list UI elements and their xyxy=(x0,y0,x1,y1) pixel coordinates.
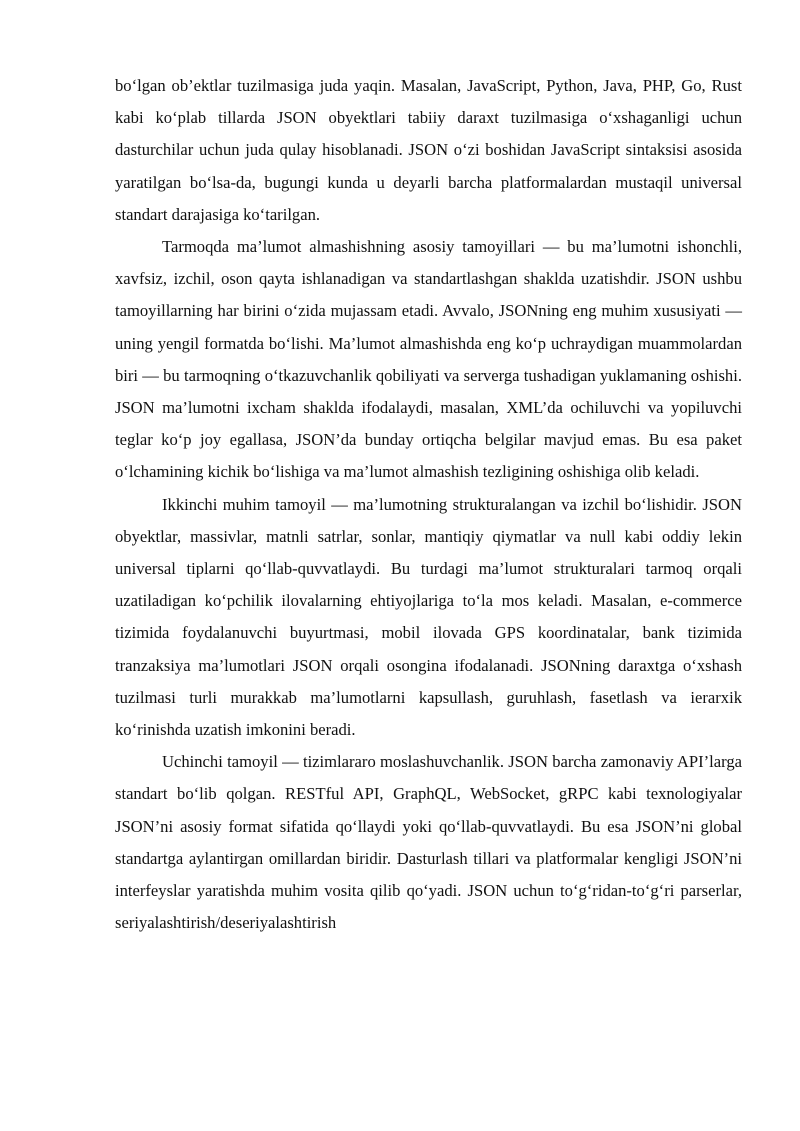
paragraph-second-principle: Ikkinchi muhim tamoyil — ma’lumotning strukturalangan va izchil bo‘lishidir. JSON obyektlar, massivlar, matnli satrlar, sonlar, mantiqiy qiymatlar va null kabi oddiy lekin universal tiplarni qo‘llab-quvvatlaydi. Bu turdagi ma’lumot strukturalari tarmoq orqali uzatiladigan ko‘pchilik ilovalarning ehtiyojlariga to‘la mos keladi. Masalan, e-commerce tizimida foydalanuvchi buyurtmasi, mobil ilovada GPS koordinatalar, bank tizimida tranzaksiya ma’lumotlari JSON orqali osongina ifodalanadi. JSONning daraxtga o‘xshash tuzilmasi turli murakkab ma’lumotlarni kapsullash, guruhlash, fasetlash va ierarxik ko‘rinishda uzatish imkonini beradi. xyxy=(115,494,742,740)
paragraph-principles: Tarmoqda ma’lumot almashishning asosiy tamoyillari — bu ma’lumotni ishonchli, xavfsiz, izchil, oson qayta ishlanadigan va standartlashgan shaklda uzatishdir. JSON ushbu tamoyillarning har birini o‘zida mujassam etadi. Avvalo, JSONning eng muhim xususiyati — uning yengil formatda bo‘lishi. Ma’lumot almashishda eng ko‘p uchraydigan muammolardan biri — bu tarmoqning o‘tkazuvchanlik qobiliyati va serverga tushadigan yuklamaning oshishi. JSON ma’lumotni ixcham shaklda ifodalaydi, masalan, XML’da ochiluvchi va yopiluvchi teglar ko‘p joy egallasa, JSON’da bunday ortiqcha belgilar mavjud emas. Bu esa paket o‘lchamining kichik bo‘lishiga va ma’lumot almashish tezligining oshishiga olib keladi. xyxy=(115,237,742,482)
paragraph-continuation: bo‘lgan ob’ektlar tuzilmasiga juda yaqin. Masalan, JavaScript, Python, Java, PHP, Go, Rust kabi ko‘plab tillarda JSON obyektlari tabiiy daraxt tuzilmasiga o‘xshaganligi uchun dasturchilar uchun juda qulay hisoblanadi. JSON o‘zi boshidan JavaScript sintaksisi asosida yaratilgan bo‘lsa-da, bugungi kunda u deyarli barcha platformalardan mustaqil universal standart darajasiga ko‘tarilgan. xyxy=(115,76,742,224)
body-text xyxy=(115,70,742,939)
paragraph-third-principle: Uchinchi tamoyil — tizimlararo moslashuvchanlik. JSON barcha zamonaviy API’larga standart bo‘lib qolgan. RESTful API, GraphQL, WebSocket, gRPC kabi texnologiyalar JSON’ni asosiy format sifatida qo‘llaydi yoki qo‘llab-quvvatlaydi. Bu esa JSON’ni global standartga aylantirgan omillardan biridir. Dasturlash tillari va platformalar kengligi JSON’ni interfeyslar yaratishda muhim vosita qilib qo‘yadi. JSON uchun to‘g‘ridan-to‘g‘ri parserlar, seriyalashtirish/deseriyalashtirish xyxy=(115,752,742,933)
